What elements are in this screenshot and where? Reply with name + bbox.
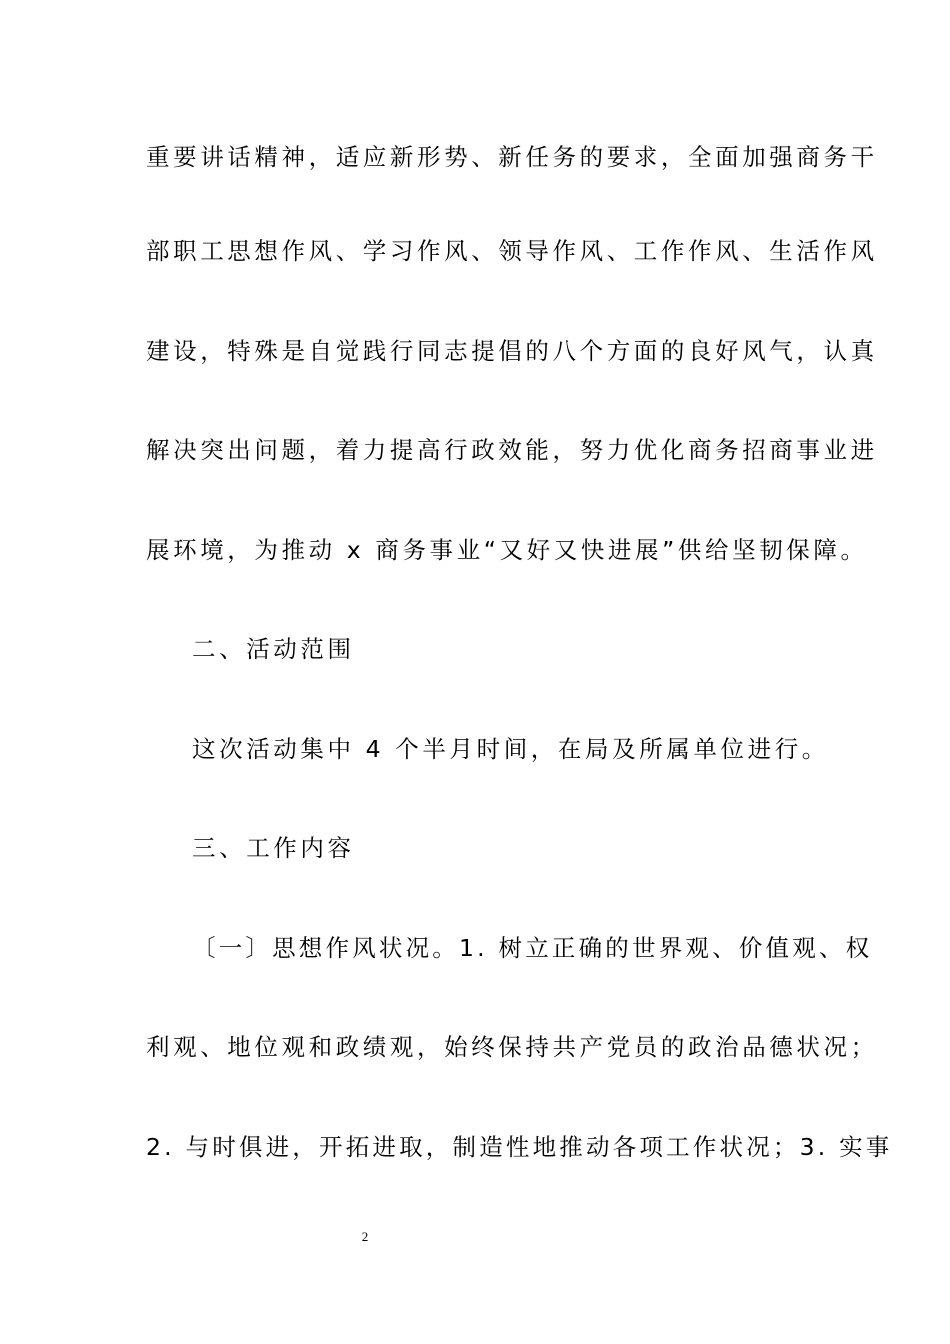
- paragraph-line: 部职工思想作风、学习作风、领导作风、工作作风、生活作风: [146, 237, 878, 265]
- paragraph-line: 〔一〕思想作风状况。1. 树立正确的世界观、价值观、权: [192, 934, 873, 962]
- paragraph-line: 解决突出问题，着力提高行政效能，努力优化商务招商事业进: [146, 436, 878, 464]
- section-heading-scope: 二、活动范围: [192, 635, 355, 663]
- paragraph-line: 2. 与时俱进，开拓进取，制造性地推动各项工作状况；3. 实事: [146, 1133, 893, 1161]
- paragraph-line: 这次活动集中 4 个半月时间，在局及所属单位进行。: [192, 735, 829, 763]
- paragraph-line: 展环境，为推动 x 商务事业“又好又快进展”供给坚韧保障。: [146, 536, 868, 564]
- page-number: 2: [361, 1229, 369, 1244]
- paragraph-line: 利观、地位观和政绩观，始终保持共产党员的政治品德状况；: [146, 1033, 878, 1061]
- paragraph-line: 建设，特殊是自觉践行同志提倡的八个方面的良好风气，认真: [146, 337, 878, 365]
- section-heading-work-content: 三、工作内容: [192, 834, 355, 862]
- paragraph-line: 重要讲话精神，适应新形势、新任务的要求，全面加强商务干: [146, 143, 878, 171]
